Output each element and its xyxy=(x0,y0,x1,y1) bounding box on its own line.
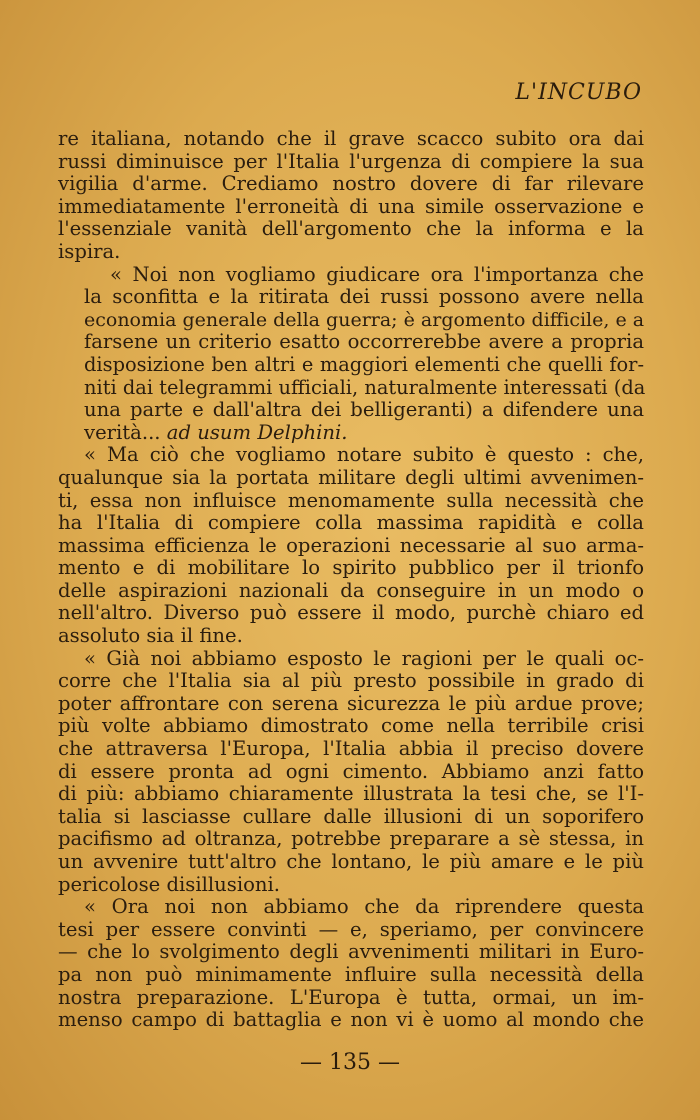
text-line: poter affrontare con serena sicurezza le più ardue prove; xyxy=(58,691,644,715)
text-line: una parte e dall'altra dei belligeranti) a difendere una xyxy=(84,398,644,422)
text-line: economia generale della guerra; è argomento difficile, e a xyxy=(84,308,645,331)
text-line: russi diminuisce per l'Italia l'urgenza di compiere la sua xyxy=(58,149,644,173)
text-fragment: verità... xyxy=(84,420,161,444)
paragraph-3 xyxy=(58,444,644,647)
text-line: che attraversa l'Europa, l'Italia abbia il preciso dovere xyxy=(58,737,644,761)
text-line: delle aspirazioni nazionali da conseguire in un modo o xyxy=(58,578,644,602)
text-line: nell'altro. Diverso può essere il modo, purchè chiaro ed xyxy=(58,601,644,625)
italic-phrase: ad usum Delphini. xyxy=(166,420,348,444)
text-line: ti, essa non influisce menomamente sulla necessità che xyxy=(58,488,644,512)
text-line: ha l'Italia di compiere colla massima rapidità e colla xyxy=(58,511,644,535)
text-line: un avvenire tutt'altro che lontano, le più amare e le più xyxy=(58,850,644,873)
text-line: « Già noi abbiamo esposto le ragioni per le quali oc- xyxy=(84,646,644,670)
text-line: la sconfitta e la ritirata dei russi possono avere nella xyxy=(84,285,644,309)
text-line: vigilia d'arme. Crediamo nostro dovere di far rilevare xyxy=(58,172,644,196)
text-line: assoluto sia il fine. xyxy=(58,624,243,648)
text-line: più volte abbiamo dimostrato come nella terribile crisi xyxy=(58,714,644,738)
text-line: menso campo di battaglia e non vi è uomo al mondo che xyxy=(58,1008,644,1032)
text-line: re italiana, notando che il grave scacco subito ora dai xyxy=(58,127,644,150)
text-line: talia si lasciasse cullare dalle illusioni di un soporifero xyxy=(58,804,644,828)
text-line: di più: abbiamo chiaramente illustrata la tesi che, se l'I- xyxy=(58,782,644,806)
text-line: « Ora noi non abbiamo che da riprendere questa xyxy=(84,895,644,919)
text-line: tesi per essere convinti — e, speriamo, per convincere xyxy=(58,917,644,941)
text-line: qualunque sia la portata militare degli ultimi avvenimen- xyxy=(58,465,644,489)
text-line: immediatamente l'erroneità di una simile osservazione e xyxy=(58,194,644,218)
text-line: pa non può minimamente influire sulla necessità della xyxy=(58,962,644,986)
text-line: disposizione ben altri e maggiori elementi che quelli for- xyxy=(84,352,644,376)
text-line: pacifismo ad oltranza, potrebbe preparare a sè stessa, in xyxy=(58,827,644,851)
text-line: « Ma ciò che vogliamo notare subito è questo : che, xyxy=(84,443,644,467)
page-number: — 135 — xyxy=(300,1050,400,1075)
text-line: farsene un criterio esatto occorrerebbe avere a propria xyxy=(84,330,644,354)
text-line: nostra preparazione. L'Europa è tutta, ormai, un im- xyxy=(58,985,644,1009)
text-line: di essere pronta ad ogni cimento. Abbiamo anzi fatto xyxy=(58,759,644,783)
paragraph-5 xyxy=(58,896,644,1032)
paragraph-4 xyxy=(58,648,644,897)
text-line-with-italic xyxy=(58,422,644,445)
running-title: L'INCUBO xyxy=(515,80,642,105)
text-line: mento e di mobilitare lo spirito pubblico per il trionfo xyxy=(58,556,644,580)
text-line: corre che l'Italia sia al più presto possibile in grado di xyxy=(58,669,644,693)
text-line: niti dai telegrammi ufficiali, naturalmente interessati (da xyxy=(84,375,646,399)
text-line: pericolose disillusioni. xyxy=(58,872,280,896)
paragraph-2 xyxy=(58,264,644,445)
paragraph-1 xyxy=(58,128,644,264)
text-line: massima efficienza le operazioni necessarie al suo arma- xyxy=(58,533,644,557)
text-line: ispira. xyxy=(58,239,121,263)
text-line: l'essenziale vanità dell'argomento che la informa e la xyxy=(58,217,644,241)
text-line: — che lo svolgimento degli avvenimenti militari in Euro- xyxy=(58,940,644,964)
body-text xyxy=(58,128,644,1032)
text-line: « Noi non vogliamo giudicare ora l'importanza che xyxy=(110,262,644,286)
